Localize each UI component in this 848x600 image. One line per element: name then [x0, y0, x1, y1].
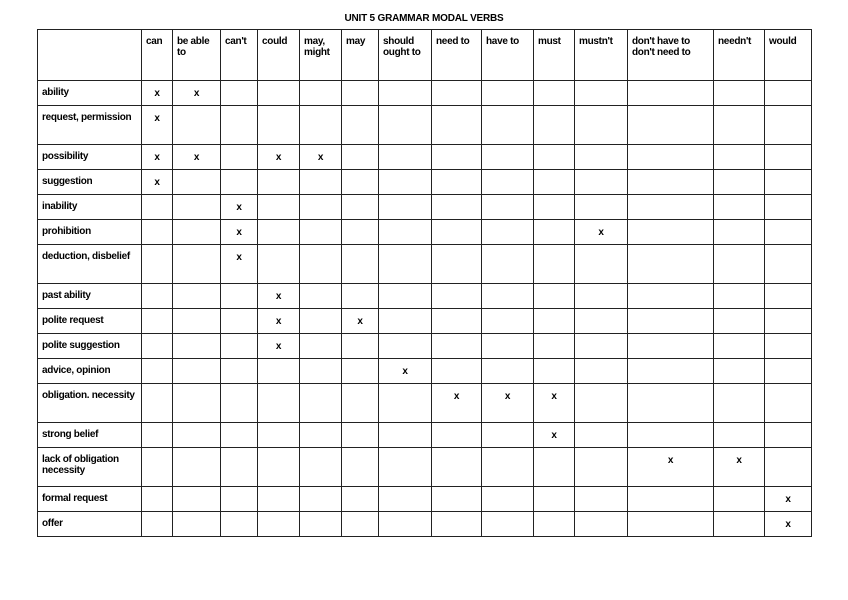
row-label: offer: [38, 512, 142, 537]
empty-cell: [300, 284, 342, 309]
empty-cell: [173, 448, 221, 487]
row-label: past ability: [38, 284, 142, 309]
empty-cell: [258, 448, 300, 487]
table-row: [38, 106, 812, 145]
empty-cell: [379, 512, 432, 537]
empty-cell: [221, 284, 258, 309]
empty-cell: [765, 359, 812, 384]
empty-cell: [575, 284, 628, 309]
empty-cell: [142, 334, 173, 359]
empty-cell: [432, 170, 482, 195]
table-row: [38, 359, 812, 384]
empty-cell: [221, 487, 258, 512]
empty-cell: [482, 81, 534, 106]
column-header: needn't: [714, 30, 765, 81]
empty-cell: [482, 512, 534, 537]
empty-cell: [342, 195, 379, 220]
empty-cell: [379, 423, 432, 448]
check-mark-cell: x: [258, 334, 300, 359]
empty-cell: [300, 220, 342, 245]
empty-cell: [628, 334, 714, 359]
empty-cell: [575, 81, 628, 106]
empty-cell: [379, 284, 432, 309]
empty-cell: [379, 81, 432, 106]
empty-cell: [575, 423, 628, 448]
header-row: [38, 30, 812, 81]
row-label: lack of obligation necessity: [38, 448, 142, 487]
empty-cell: [342, 487, 379, 512]
empty-cell: [342, 245, 379, 284]
check-mark-cell: x: [628, 448, 714, 487]
empty-cell: [482, 487, 534, 512]
empty-cell: [765, 106, 812, 145]
empty-cell: [379, 384, 432, 423]
column-header: can: [142, 30, 173, 81]
empty-cell: [575, 512, 628, 537]
row-label: polite suggestion: [38, 334, 142, 359]
empty-cell: [432, 284, 482, 309]
empty-cell: [765, 245, 812, 284]
check-mark-cell: x: [221, 220, 258, 245]
empty-cell: [300, 423, 342, 448]
empty-cell: [432, 81, 482, 106]
empty-cell: [173, 512, 221, 537]
empty-cell: [714, 145, 765, 170]
empty-cell: [432, 220, 482, 245]
check-mark-cell: x: [142, 170, 173, 195]
empty-cell: [258, 245, 300, 284]
check-mark-cell: x: [173, 81, 221, 106]
empty-cell: [258, 170, 300, 195]
empty-cell: [342, 220, 379, 245]
check-mark-cell: x: [173, 145, 221, 170]
empty-cell: [628, 195, 714, 220]
empty-cell: [379, 195, 432, 220]
empty-cell: [534, 81, 575, 106]
empty-cell: [628, 487, 714, 512]
empty-cell: [534, 487, 575, 512]
empty-cell: [258, 512, 300, 537]
check-mark-cell: x: [714, 448, 765, 487]
empty-cell: [482, 220, 534, 245]
empty-cell: [765, 384, 812, 423]
empty-cell: [628, 284, 714, 309]
empty-cell: [575, 195, 628, 220]
check-mark-cell: x: [765, 487, 812, 512]
table-row: [38, 512, 812, 537]
empty-cell: [628, 384, 714, 423]
check-mark-cell: x: [575, 220, 628, 245]
empty-cell: [432, 245, 482, 284]
empty-cell: [142, 309, 173, 334]
empty-cell: [714, 195, 765, 220]
empty-cell: [765, 309, 812, 334]
empty-cell: [534, 448, 575, 487]
empty-cell: [534, 145, 575, 170]
empty-cell: [482, 359, 534, 384]
empty-cell: [714, 106, 765, 145]
empty-cell: [482, 245, 534, 284]
table-row: [38, 170, 812, 195]
empty-cell: [342, 384, 379, 423]
empty-cell: [534, 284, 575, 309]
row-label: polite request: [38, 309, 142, 334]
empty-cell: [379, 170, 432, 195]
empty-cell: [221, 334, 258, 359]
empty-cell: [300, 106, 342, 145]
empty-cell: [221, 448, 258, 487]
empty-cell: [379, 487, 432, 512]
empty-cell: [628, 220, 714, 245]
empty-cell: [300, 245, 342, 284]
row-label: possibility: [38, 145, 142, 170]
empty-cell: [342, 81, 379, 106]
check-mark-cell: x: [765, 512, 812, 537]
empty-cell: [142, 245, 173, 284]
check-mark-cell: x: [221, 195, 258, 220]
table-row: [38, 423, 812, 448]
empty-cell: [379, 448, 432, 487]
empty-cell: [628, 170, 714, 195]
empty-cell: [342, 512, 379, 537]
empty-cell: [482, 334, 534, 359]
empty-cell: [432, 448, 482, 487]
empty-cell: [173, 170, 221, 195]
empty-cell: [575, 384, 628, 423]
empty-cell: [482, 423, 534, 448]
column-header: may: [342, 30, 379, 81]
table-row: [38, 309, 812, 334]
empty-cell: [765, 448, 812, 487]
column-header: be able to: [173, 30, 221, 81]
empty-cell: [482, 284, 534, 309]
empty-cell: [575, 145, 628, 170]
empty-cell: [432, 309, 482, 334]
empty-cell: [258, 487, 300, 512]
table-row: [38, 487, 812, 512]
empty-cell: [714, 245, 765, 284]
empty-cell: [765, 334, 812, 359]
empty-cell: [628, 106, 714, 145]
empty-cell: [258, 106, 300, 145]
table-row: [38, 384, 812, 423]
empty-cell: [714, 284, 765, 309]
empty-cell: [628, 359, 714, 384]
empty-cell: [221, 512, 258, 537]
empty-cell: [765, 195, 812, 220]
row-label: inability: [38, 195, 142, 220]
empty-cell: [575, 309, 628, 334]
row-label: request, permission: [38, 106, 142, 145]
empty-cell: [142, 195, 173, 220]
empty-cell: [575, 334, 628, 359]
empty-cell: [432, 145, 482, 170]
check-mark-cell: x: [534, 384, 575, 423]
empty-cell: [342, 284, 379, 309]
empty-cell: [342, 145, 379, 170]
empty-cell: [221, 106, 258, 145]
column-header: need to: [432, 30, 482, 81]
empty-cell: [142, 284, 173, 309]
check-mark-cell: x: [142, 106, 173, 145]
empty-cell: [765, 145, 812, 170]
check-mark-cell: x: [432, 384, 482, 423]
empty-cell: [173, 487, 221, 512]
empty-cell: [142, 487, 173, 512]
column-header: may, might: [300, 30, 342, 81]
empty-cell: [142, 512, 173, 537]
empty-cell: [575, 106, 628, 145]
empty-cell: [342, 106, 379, 145]
empty-cell: [379, 106, 432, 145]
column-header: mustn't: [575, 30, 628, 81]
row-label: ability: [38, 81, 142, 106]
table-row: [38, 284, 812, 309]
empty-cell: [173, 309, 221, 334]
empty-cell: [221, 145, 258, 170]
empty-cell: [714, 423, 765, 448]
table-row: [38, 145, 812, 170]
empty-cell: [221, 359, 258, 384]
empty-cell: [714, 170, 765, 195]
empty-cell: [142, 448, 173, 487]
empty-cell: [534, 195, 575, 220]
column-header: can't: [221, 30, 258, 81]
table-row: [38, 220, 812, 245]
empty-cell: [714, 359, 765, 384]
empty-cell: [432, 195, 482, 220]
empty-cell: [173, 106, 221, 145]
empty-cell: [379, 334, 432, 359]
empty-cell: [714, 384, 765, 423]
column-header: must: [534, 30, 575, 81]
empty-cell: [534, 170, 575, 195]
empty-cell: [300, 448, 342, 487]
empty-cell: [300, 309, 342, 334]
empty-cell: [300, 334, 342, 359]
empty-cell: [300, 195, 342, 220]
empty-cell: [628, 512, 714, 537]
empty-cell: [432, 334, 482, 359]
empty-cell: [173, 334, 221, 359]
corner-cell: [38, 30, 142, 81]
check-mark-cell: x: [534, 423, 575, 448]
empty-cell: [173, 245, 221, 284]
empty-cell: [765, 284, 812, 309]
check-mark-cell: x: [258, 145, 300, 170]
empty-cell: [628, 145, 714, 170]
check-mark-cell: x: [258, 284, 300, 309]
empty-cell: [714, 81, 765, 106]
empty-cell: [765, 170, 812, 195]
empty-cell: [342, 359, 379, 384]
check-mark-cell: x: [221, 245, 258, 284]
empty-cell: [714, 512, 765, 537]
row-label: deduction, disbelief: [38, 245, 142, 284]
column-header: would: [765, 30, 812, 81]
empty-cell: [628, 423, 714, 448]
empty-cell: [342, 334, 379, 359]
empty-cell: [628, 81, 714, 106]
empty-cell: [534, 106, 575, 145]
empty-cell: [534, 220, 575, 245]
column-header: could: [258, 30, 300, 81]
empty-cell: [258, 359, 300, 384]
empty-cell: [482, 195, 534, 220]
empty-cell: [142, 423, 173, 448]
empty-cell: [173, 220, 221, 245]
table-row: [38, 334, 812, 359]
empty-cell: [300, 487, 342, 512]
row-label: suggestion: [38, 170, 142, 195]
check-mark-cell: x: [142, 145, 173, 170]
empty-cell: [534, 359, 575, 384]
empty-cell: [221, 170, 258, 195]
empty-cell: [258, 81, 300, 106]
empty-cell: [432, 512, 482, 537]
row-label: formal request: [38, 487, 142, 512]
check-mark-cell: x: [379, 359, 432, 384]
empty-cell: [482, 309, 534, 334]
check-mark-cell: x: [300, 145, 342, 170]
empty-cell: [300, 359, 342, 384]
empty-cell: [173, 359, 221, 384]
empty-cell: [379, 145, 432, 170]
empty-cell: [765, 81, 812, 106]
empty-cell: [258, 195, 300, 220]
empty-cell: [714, 309, 765, 334]
check-mark-cell: x: [482, 384, 534, 423]
empty-cell: [342, 170, 379, 195]
empty-cell: [432, 487, 482, 512]
empty-cell: [379, 309, 432, 334]
empty-cell: [221, 423, 258, 448]
empty-cell: [482, 106, 534, 145]
column-header: should ought to: [379, 30, 432, 81]
empty-cell: [432, 106, 482, 145]
empty-cell: [142, 384, 173, 423]
table-row: [38, 448, 812, 487]
check-mark-cell: x: [342, 309, 379, 334]
row-label: obligation. necessity: [38, 384, 142, 423]
empty-cell: [342, 448, 379, 487]
row-label: advice, opinion: [38, 359, 142, 384]
empty-cell: [342, 423, 379, 448]
empty-cell: [300, 81, 342, 106]
row-label: prohibition: [38, 220, 142, 245]
empty-cell: [482, 170, 534, 195]
check-mark-cell: x: [258, 309, 300, 334]
empty-cell: [142, 359, 173, 384]
empty-cell: [379, 220, 432, 245]
empty-cell: [300, 384, 342, 423]
table-row: [38, 245, 812, 284]
empty-cell: [142, 220, 173, 245]
page-title: UNIT 5 GRAMMAR MODAL VERBS: [344, 13, 504, 24]
empty-cell: [258, 220, 300, 245]
row-label: strong belief: [38, 423, 142, 448]
empty-cell: [628, 309, 714, 334]
column-header: have to: [482, 30, 534, 81]
empty-cell: [432, 359, 482, 384]
empty-cell: [628, 245, 714, 284]
empty-cell: [173, 195, 221, 220]
empty-cell: [534, 245, 575, 284]
column-header: don't have to don't need to: [628, 30, 714, 81]
empty-cell: [221, 81, 258, 106]
empty-cell: [173, 384, 221, 423]
empty-cell: [765, 220, 812, 245]
table-row: [38, 195, 812, 220]
empty-cell: [300, 512, 342, 537]
empty-cell: [221, 309, 258, 334]
empty-cell: [534, 512, 575, 537]
empty-cell: [575, 487, 628, 512]
table-row: [38, 81, 812, 106]
empty-cell: [432, 423, 482, 448]
empty-cell: [575, 245, 628, 284]
empty-cell: [575, 448, 628, 487]
modal-verbs-table: [37, 29, 812, 537]
empty-cell: [379, 245, 432, 284]
empty-cell: [714, 220, 765, 245]
empty-cell: [173, 423, 221, 448]
empty-cell: [300, 170, 342, 195]
check-mark-cell: x: [142, 81, 173, 106]
empty-cell: [714, 487, 765, 512]
empty-cell: [534, 334, 575, 359]
empty-cell: [482, 448, 534, 487]
empty-cell: [714, 334, 765, 359]
empty-cell: [258, 384, 300, 423]
empty-cell: [575, 170, 628, 195]
empty-cell: [482, 145, 534, 170]
empty-cell: [173, 284, 221, 309]
empty-cell: [221, 384, 258, 423]
empty-cell: [258, 423, 300, 448]
empty-cell: [765, 423, 812, 448]
empty-cell: [534, 309, 575, 334]
empty-cell: [575, 359, 628, 384]
